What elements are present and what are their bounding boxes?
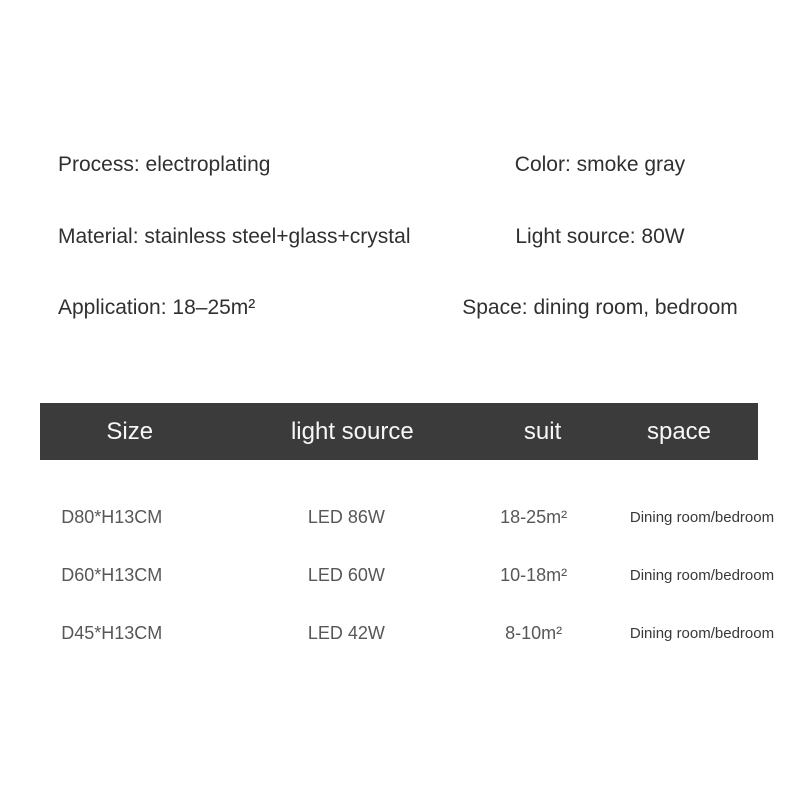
cell-space: Dining room/bedroom	[629, 566, 775, 584]
table-header-bar	[40, 403, 758, 460]
table-row	[40, 546, 775, 604]
spec-material: Material: stainless steel+glass+crystal	[58, 225, 411, 248]
column-header-light-source: light source	[290, 417, 414, 445]
table-row	[40, 604, 775, 662]
spec-application: Application: 18–25m²	[58, 296, 256, 319]
column-header-size: Size	[106, 417, 154, 445]
spec-row	[0, 222, 800, 252]
cell-space: Dining room/bedroom	[629, 508, 775, 526]
spec-row	[0, 293, 800, 323]
column-header-suit: suit	[523, 417, 562, 445]
cell-light-source: LED 60W	[307, 564, 385, 585]
spec-row	[0, 150, 800, 180]
spec-color: Color: smoke gray	[514, 153, 686, 176]
spec-process: Process: electroplating	[58, 153, 271, 176]
cell-size: D80*H13CM	[61, 506, 163, 527]
cell-suit: 8-10m²	[505, 622, 563, 643]
table-row	[40, 488, 775, 546]
cell-size: D45*H13CM	[61, 622, 163, 643]
cell-suit: 10-18m²	[500, 564, 568, 585]
spec-space: Space: dining room, bedroom	[462, 296, 738, 319]
cell-space: Dining room/bedroom	[629, 624, 775, 642]
column-header-space: space	[646, 417, 712, 445]
cell-light-source: LED 42W	[307, 622, 385, 643]
cell-suit: 18-25m²	[500, 506, 568, 527]
cell-light-source: LED 86W	[307, 506, 385, 527]
cell-size: D60*H13CM	[61, 564, 163, 585]
spec-light-source: Light source: 80W	[515, 225, 685, 248]
